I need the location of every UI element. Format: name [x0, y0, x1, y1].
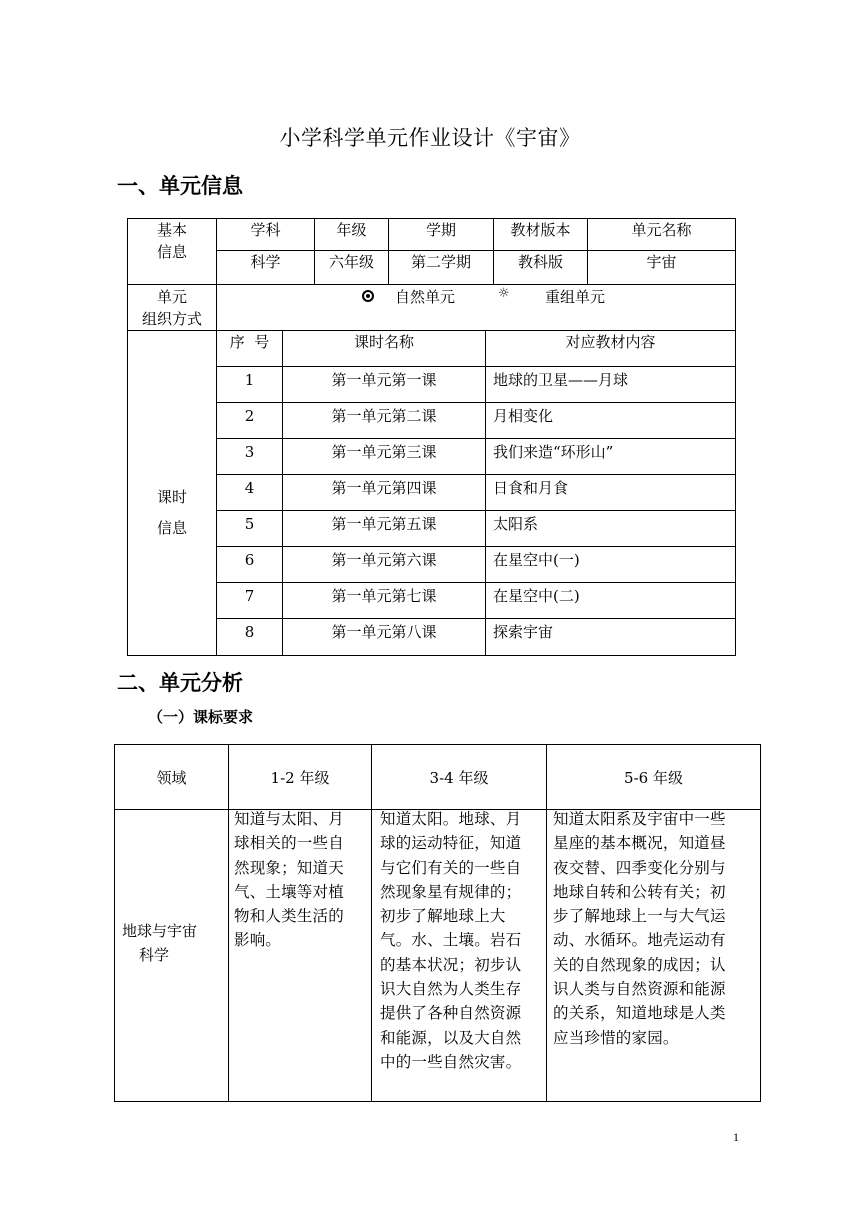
- standards-line: 然现象星有规律的；: [380, 882, 522, 901]
- radio-selected-icon[interactable]: [362, 290, 374, 302]
- lesson-name: 第一单元第五课: [331, 515, 437, 533]
- document-title: 小学科学单元作业设计《宇宙》: [279, 126, 581, 150]
- lesson-number: 1: [244, 371, 255, 389]
- lesson-number: 3: [244, 443, 255, 461]
- basic-info-label: 基本 信息: [156, 221, 187, 261]
- header-lesson-name: 课时名称: [353, 333, 414, 351]
- header-term: 学期: [425, 221, 456, 239]
- standards-line: 地球自转和公转有关；初: [553, 882, 726, 901]
- standards-line: 气、土壤等对植: [234, 882, 344, 901]
- value-textbook: 教科版: [517, 253, 563, 271]
- lesson-name: 第一单元第二课: [331, 407, 437, 425]
- lesson-content: 日食和月食: [493, 479, 569, 497]
- header-grade-5-6: 5-6 年级: [624, 769, 683, 787]
- lesson-content: 我们来造“环形山”: [493, 443, 614, 461]
- standards-line: 初步了解地球上大: [380, 907, 506, 926]
- lesson-content: 在星空中(二): [493, 587, 580, 605]
- header-unit-name: 单元名称: [631, 221, 692, 239]
- value-term: 第二学期: [410, 253, 471, 271]
- lesson-number: 7: [244, 587, 255, 605]
- lesson-content: 月相变化: [493, 407, 554, 425]
- standards-grade-3-4-text: [380, 807, 545, 1074]
- standards-line: 知道太阳。地球、月: [380, 810, 522, 828]
- standards-line: 的关系，知道地球是人类: [553, 1004, 726, 1023]
- standards-line: 夜交替、四季变化分别与: [553, 858, 726, 877]
- standards-line: 然现象；知道天: [234, 858, 344, 877]
- standards-line: 星座的基本概况，知道昼: [553, 834, 726, 853]
- standards-line: 球相关的一些自: [234, 834, 344, 853]
- standards-line: 步了解地球上一与大气运: [553, 907, 726, 926]
- standards-line: 提供了各种自然资源: [380, 1004, 522, 1023]
- lesson-name: 第一单元第三课: [331, 443, 437, 461]
- subsection-heading-standards: （一）课标要求: [148, 708, 254, 726]
- lesson-number: 6: [244, 551, 255, 569]
- value-grade: 六年级: [328, 253, 374, 271]
- lesson-content: 探索宇宙: [493, 623, 554, 641]
- standards-line: 与它们有关的一些自: [380, 858, 522, 877]
- page-number: 1: [733, 1130, 739, 1144]
- lesson-number: 8: [244, 623, 255, 641]
- standards-line: 的基本状况；初步认: [380, 955, 522, 974]
- header-lesson-no: 序 号: [229, 333, 270, 351]
- standards-line: 球的运动特征，知道: [380, 834, 522, 853]
- standards-line: 动、水循环。地壳运动有: [553, 931, 726, 950]
- lesson-content: 地球的卫星——月球: [493, 371, 629, 389]
- header-textbook: 教材版本: [510, 221, 571, 239]
- lesson-name: 第一单元第一课: [331, 371, 437, 389]
- lesson-name: 第一单元第七课: [331, 587, 437, 605]
- header-domain: 领域: [156, 769, 187, 787]
- standards-line: 影响。: [234, 931, 282, 950]
- standards-line: 物和人类生活的: [234, 907, 344, 926]
- lesson-name: 第一单元第六课: [331, 551, 437, 569]
- value-unit-name: 宇宙: [646, 253, 677, 271]
- header-grade-1-2: 1-2 年级: [270, 769, 330, 787]
- lesson-number: 2: [244, 407, 255, 425]
- standards-line: 关的自然现象的成因；认: [553, 955, 726, 974]
- section-heading-unit-analysis: 二、单元分析: [117, 671, 243, 695]
- standards-line: 识大自然为人类生存: [380, 980, 522, 999]
- org-method-label: 单元 组织方式: [141, 288, 202, 328]
- standards-line: 识人类与自然资源和能源: [553, 980, 726, 999]
- lesson-name: 第一单元第四课: [331, 479, 437, 497]
- lesson-number: 5: [244, 515, 255, 533]
- standards-grade-1-2-text: [234, 807, 370, 953]
- standards-line: 知道太阳系及宇宙中一些: [553, 810, 726, 828]
- value-subject: 科学: [250, 253, 281, 271]
- standards-line: 应当珍惜的家园。: [553, 1028, 679, 1047]
- radio-unselected-icon[interactable]: ☼: [498, 286, 510, 301]
- standards-line: 知道与太阳、月: [234, 810, 344, 828]
- standards-line: 中的一些自然灾害。: [380, 1052, 522, 1071]
- standards-line: 气。水、土壤。岩石: [380, 931, 522, 950]
- standards-line: 和能源，以及大自然: [380, 1028, 522, 1047]
- standards-grade-5-6-text: [553, 807, 759, 1050]
- lesson-content: 太阳系: [493, 515, 539, 533]
- header-subject: 学科: [250, 221, 281, 239]
- header-grade: 年级: [336, 221, 367, 239]
- lesson-number: 4: [244, 479, 255, 497]
- org-option-regroup: 重组单元: [545, 288, 606, 306]
- section-heading-unit-info: 一、单元信息: [117, 174, 243, 198]
- domain-earth-universe: 地球与宇宙 科学: [122, 922, 198, 964]
- org-option-natural: 自然单元: [395, 288, 456, 306]
- header-lesson-content: 对应教材内容: [565, 333, 656, 351]
- header-grade-3-4: 3-4 年级: [429, 769, 489, 787]
- lesson-content: 在星空中(一): [493, 551, 580, 569]
- lesson-info-label: 课时 信息: [156, 488, 187, 537]
- lesson-name: 第一单元第八课: [331, 623, 437, 641]
